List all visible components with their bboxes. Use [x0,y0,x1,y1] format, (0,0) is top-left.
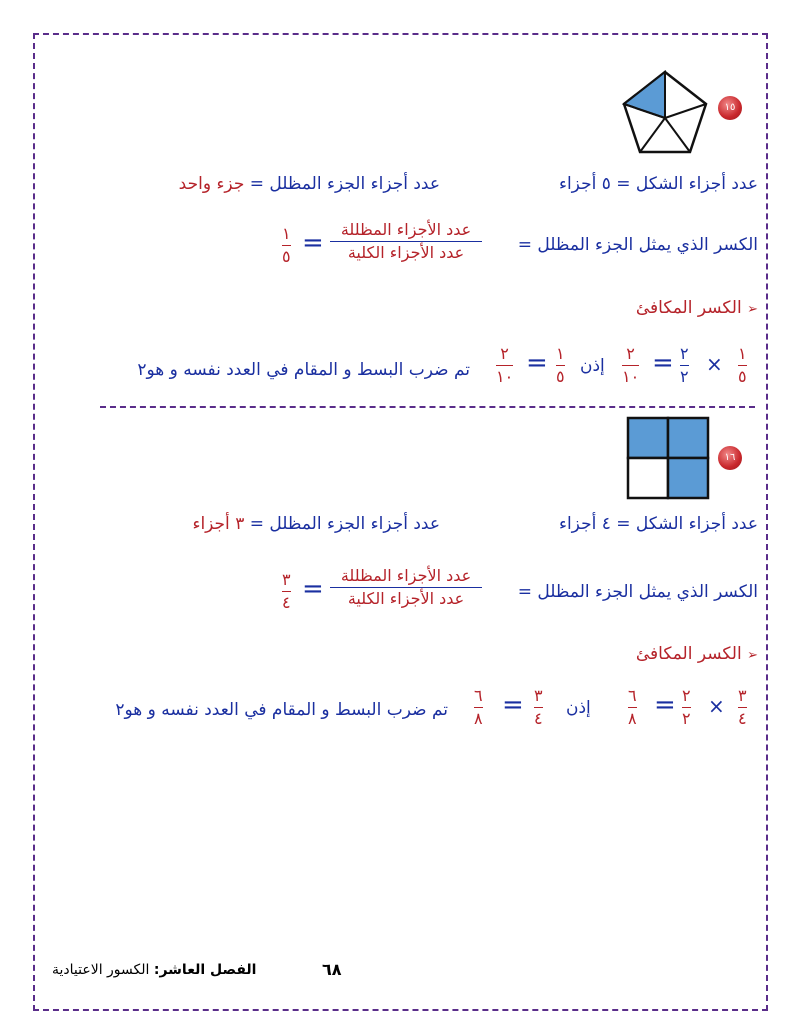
chapter-label: الفصل العاشر: [153,962,257,978]
parts-total-label: عدد أجزاء الشكل = ٤ أجزاء [558,514,758,534]
chain-fraction: ٣ ٤ [738,686,747,728]
chain-fraction: ١ ٥ [738,344,747,386]
fraction-label: الكسر الذي يمثل الجزء المظلل = [517,582,758,602]
equals-sign: = [302,574,324,604]
times-sign: × [706,352,723,376]
shaded-parts-label: عدد أجزاء الجزء المظلل = ٣ أجزاء [192,514,440,534]
chain-fraction: ٣ ٤ [534,686,543,728]
chain-fraction: ١ ٥ [556,344,565,386]
footer [52,962,256,978]
chain-fraction: ٦ ٨ [474,686,483,728]
chain-fraction: ٢ ١٠ [622,344,640,386]
definition-fraction: عدد الأجزاء المظللة عدد الأجزاء الكلية [330,220,482,263]
parts-total-label: عدد أجزاء الشكل = ٥ أجزاء [558,174,758,194]
pentagon-figure [620,68,710,158]
problem-number-badge: ١٦ [718,446,742,470]
equivalent-heading: ➢ الكسر المكافئ [635,298,758,318]
chain-fraction: ٢ ٢ [682,686,691,728]
problem-number-badge: ١٥ [718,96,742,120]
chain-fraction: ٦ ٨ [628,686,637,728]
arrow-icon: ➢ [747,302,758,317]
definition-fraction: عدد الأجزاء المظللة عدد الأجزاء الكلية [330,566,482,609]
fraction-label: الكسر الذي يمثل الجزء المظلل = [517,235,758,255]
page-number: ٦٨ [322,960,342,979]
chain-fraction: ٢ ٢ [680,344,689,386]
equivalent-heading: ➢ الكسر المكافئ [635,644,758,664]
equals-sign: = [502,690,524,720]
equals-sign: = [654,690,676,720]
chain-fraction: ٢ ١٠ [496,344,514,386]
explanation-text: تم ضرب البسط و المقام في العدد نفسه و هو٢ [137,360,470,380]
arrow-icon: ➢ [747,648,758,663]
then-word: إذن [566,698,591,718]
result-fraction: ١ ٥ [282,224,291,266]
times-sign: × [708,694,725,718]
section-divider [100,406,755,408]
explanation-text: تم ضرب البسط و المقام في العدد نفسه و هو٢ [115,700,448,720]
then-word: إذن [580,356,605,376]
equals-sign: = [526,348,548,378]
equals-sign: = [302,228,324,258]
shaded-parts-label: عدد أجزاء الجزء المظلل = جزء واحد [178,174,440,194]
result-fraction: ٣ ٤ [282,570,291,612]
square-grid-figure [626,416,710,500]
equals-sign: = [652,348,674,378]
chapter-title: الكسور الاعتيادية [52,962,150,978]
